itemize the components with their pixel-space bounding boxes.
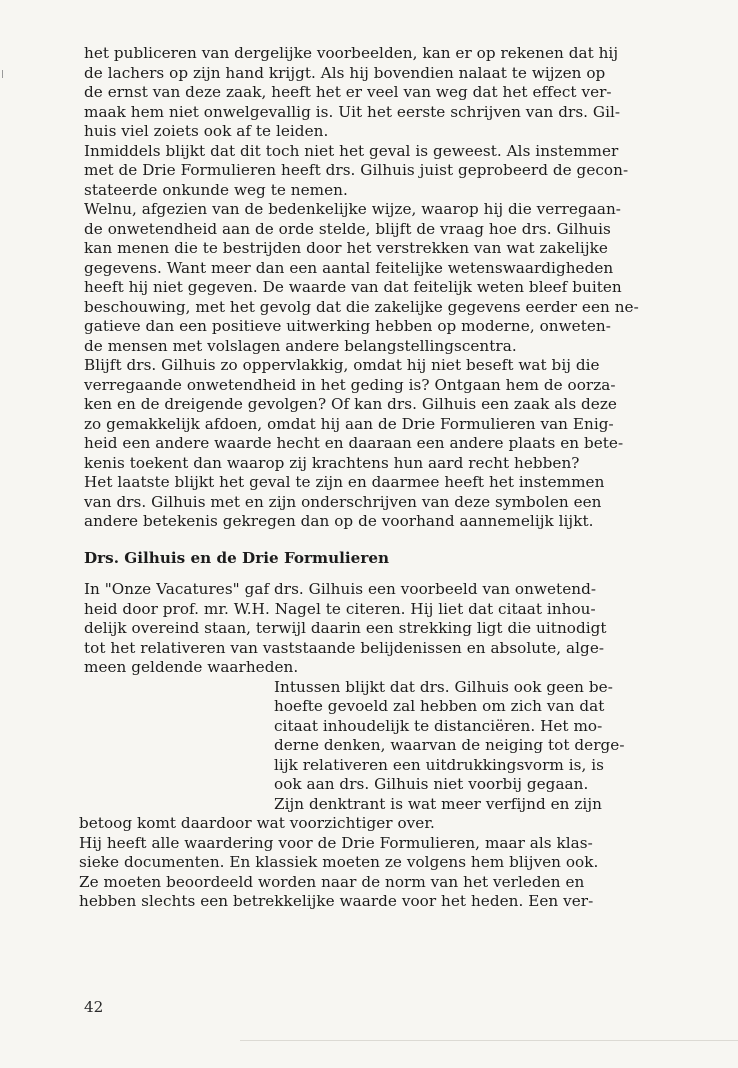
text-line: Intussen blijkt dat drs. Gilhuis ook geen be- xyxy=(274,677,613,696)
text-line: de lachers op zijn hand krijgt. Als hij bovendien nalaat te wijzen op xyxy=(84,63,606,82)
paragraph-block-2 xyxy=(84,580,688,678)
indented-block xyxy=(84,678,688,815)
text-line: gatieve dan een positieve uitwerking hebben op moderne, onweten- xyxy=(84,317,611,335)
text-line: zo gemakkelijk afdoen, omdat hij aan de Drie Formulieren van Enig- xyxy=(84,414,614,433)
text-line: andere betekenis gekregen dan op de voorhand aannemelijk lijkt. xyxy=(84,512,594,530)
text-line: tot het relativeren van vaststaande belijdenissen en absolute, alge- xyxy=(84,638,605,657)
document-page xyxy=(79,44,688,912)
scan-bottom-edge xyxy=(240,1040,738,1041)
scan-edge-mark xyxy=(2,70,3,78)
text-line: ken en de dreigende gevolgen? Of kan drs. Gilhuis een zaak als deze xyxy=(84,395,617,413)
text-line: maak hem niet onwelgevallig is. Uit het eerste schrijven van drs. Gil- xyxy=(84,102,621,121)
section-heading: Drs. Gilhuis en de Drie Formulieren xyxy=(84,548,390,567)
text-line: de onwetendheid aan de orde stelde, blijft de vraag hoe drs. Gilhuis xyxy=(84,219,611,238)
text-line: heid een andere waarde hecht en daaraan een andere plaats en bete- xyxy=(84,434,624,452)
text-line: In "Onze Vacatures" gaf drs. Gilhuis een voorbeeld van onwetend- xyxy=(84,580,597,598)
text-line: kenis toekent dan waarop zij krachtens hun aard recht hebben? xyxy=(84,453,580,472)
text-line: Hij heeft alle waardering voor de Drie Formulieren, maar als klas- xyxy=(79,833,593,852)
text-line: gegevens. Want meer dan een aantal feitelijke wetenswaardigheden xyxy=(84,258,614,277)
text-line: heeft hij niet gegeven. De waarde van dat feitelijk weten bleef buiten xyxy=(84,278,622,296)
text-line: heid door prof. mr. W.H. Nagel te citeren. Hij liet dat citaat inhou- xyxy=(84,599,596,618)
text-line: huis viel zoiets ook af te leiden. xyxy=(84,122,329,140)
text-line: meen geldende waarheden. xyxy=(84,658,299,676)
text-line: de mensen met volslagen andere belangstellingscentra. xyxy=(84,336,517,355)
text-line: het publiceren van dergelijke voorbeelden, kan er op rekenen dat hij xyxy=(84,44,619,62)
text-line: Blijft drs. Gilhuis zo oppervlakkig, omdat hij niet beseft wat bij die xyxy=(84,356,600,374)
text-line: derne denken, waarvan de neiging tot derge- xyxy=(274,736,625,754)
paragraph-block-1 xyxy=(84,44,688,532)
paragraph-block-3 xyxy=(79,814,688,912)
text-line: Inmiddels blijkt dat dit toch niet het geval is geweest. Als instemmer xyxy=(84,141,619,160)
text-line: Het laatste blijkt het geval te zijn en daarmee heeft het instemmen xyxy=(84,473,605,491)
text-line: de ernst van deze zaak, heeft het er veel van weg dat het effect ver- xyxy=(84,83,612,101)
text-line: delijk overeind staan, terwijl daarin een strekking ligt die uitnodigt xyxy=(84,619,607,637)
text-line: sieke documenten. En klassiek moeten ze volgens hem blijven ook. xyxy=(79,853,599,871)
text-line: hoefte gevoeld zal hebben om zich van dat xyxy=(274,697,605,715)
text-line: Ze moeten beoordeeld worden naar de norm van het verleden en xyxy=(79,872,585,891)
text-line: kan menen die te bestrijden door het verstrekken van wat zakelijke xyxy=(84,239,608,257)
text-line: ook aan drs. Gilhuis niet voorbij gegaan. xyxy=(274,775,589,793)
text-line: betoog komt daardoor wat voorzichtiger over. xyxy=(79,814,435,832)
text-line: citaat inhoudelijk te distanciëren. Het mo- xyxy=(274,716,603,735)
text-line: beschouwing, met het gevolg dat die zakelijke gegevens eerder een ne- xyxy=(84,297,639,316)
text-line: stateerde onkunde weg te nemen. xyxy=(84,180,348,199)
text-line: hebben slechts een betrekkelijke waarde voor het heden. Een ver- xyxy=(79,892,594,910)
text-line: Welnu, afgezien van de bedenkelijke wijze, waarop hij die verregaan- xyxy=(84,200,621,218)
text-line: van drs. Gilhuis met en zijn onderschrijven van deze symbolen een xyxy=(84,492,602,511)
text-line: lijk relativeren een uitdrukkingsvorm is, is xyxy=(274,755,605,774)
text-line: met de Drie Formulieren heeft drs. Gilhuis juist geprobeerd de gecon- xyxy=(84,161,629,179)
text-line: verregaande onwetendheid in het geding is? Ontgaan hem de oorza- xyxy=(84,375,616,394)
text-line: Zijn denktrant is wat meer verfijnd en zijn xyxy=(274,794,602,813)
page-number: 42 xyxy=(84,998,104,1016)
